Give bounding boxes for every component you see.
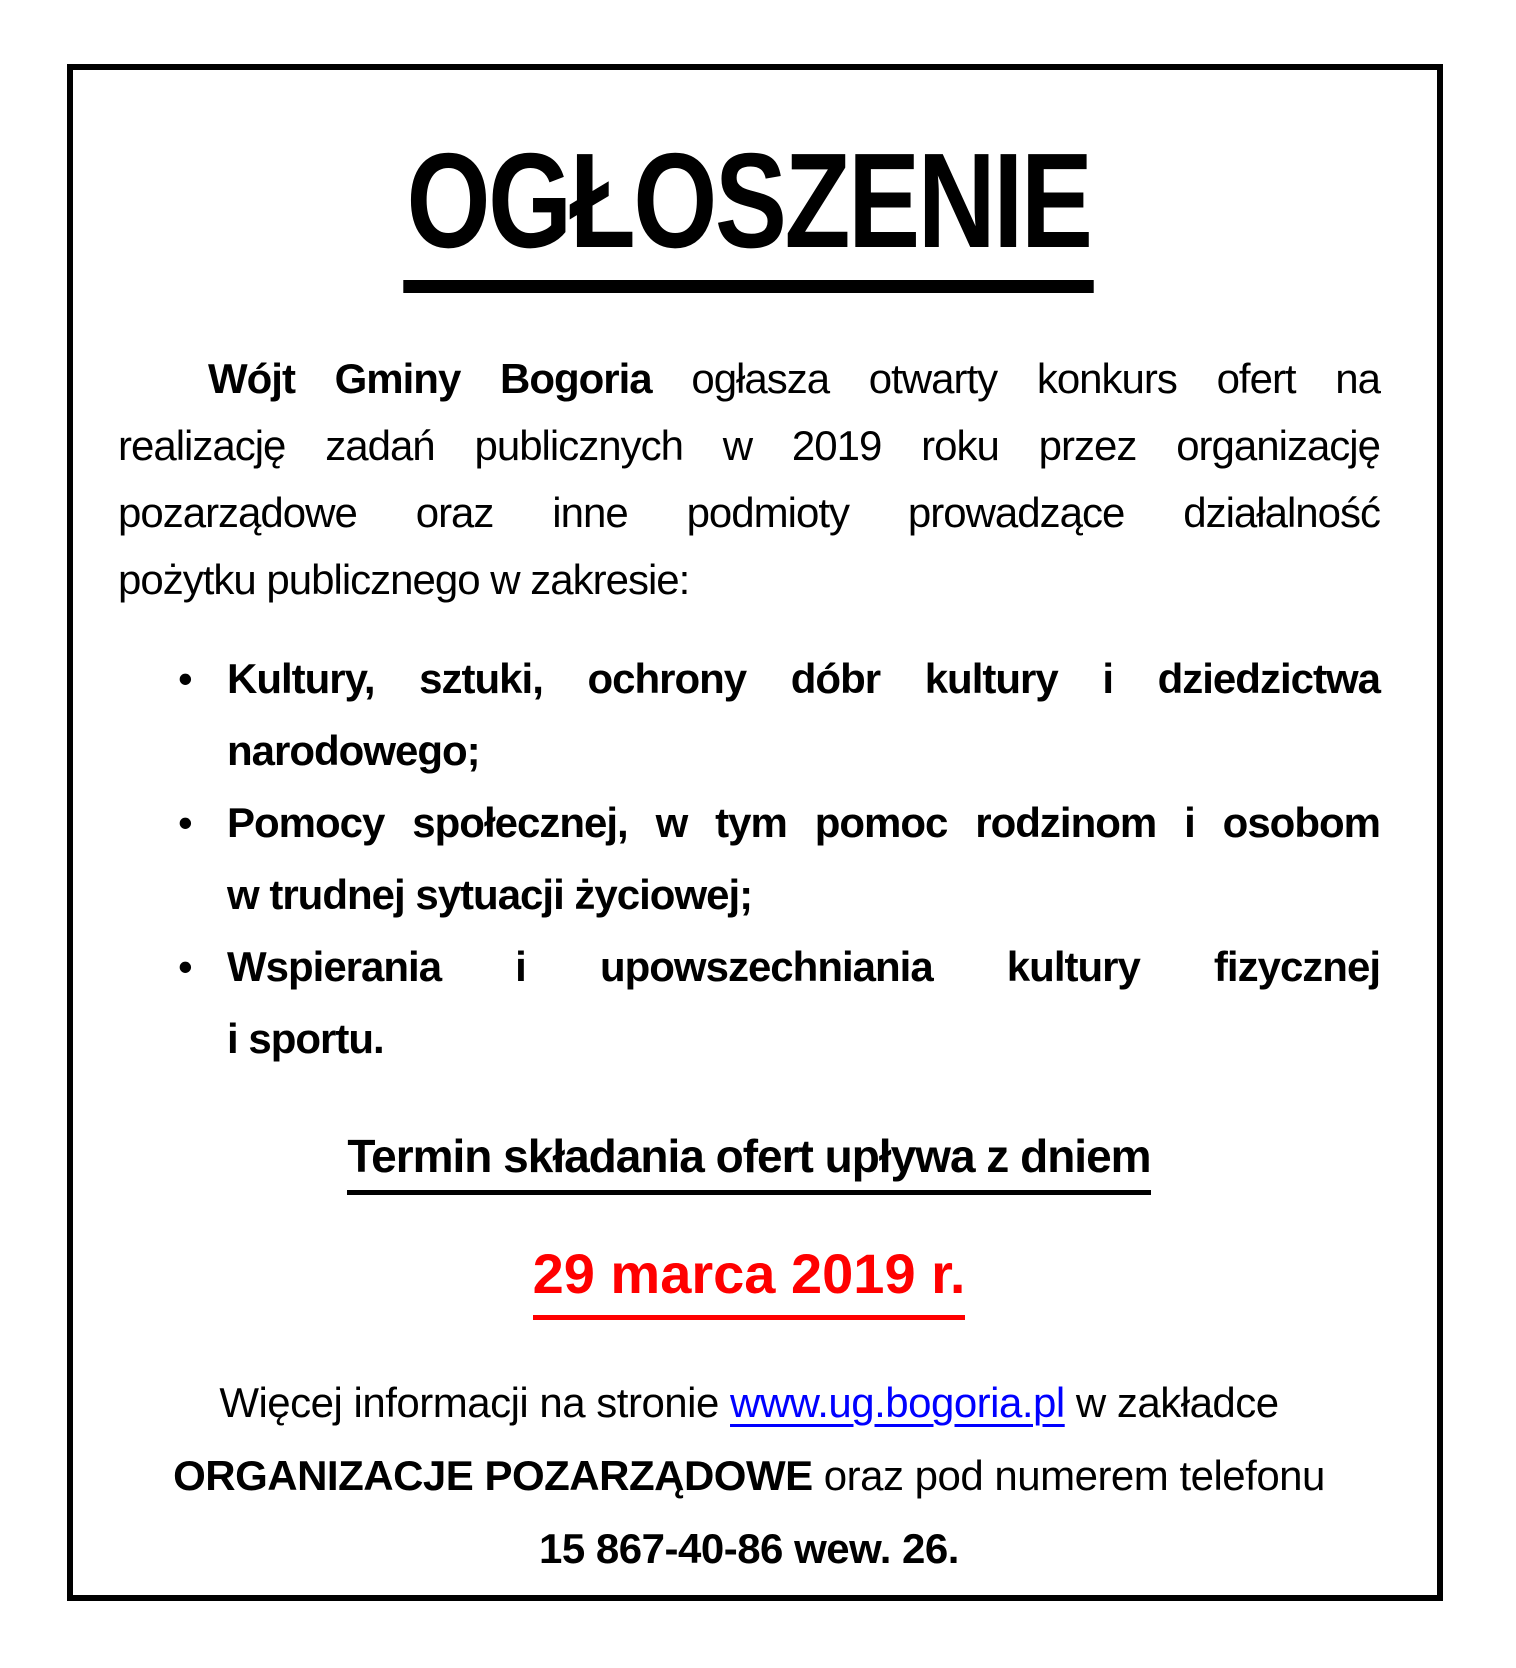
bullet-list xyxy=(118,643,1380,1075)
more-info-suffix: w zakładce xyxy=(1064,1378,1279,1426)
intro-paragraph xyxy=(118,345,1380,613)
list-item-line: w trudnej sytuacji życiowej; xyxy=(227,870,753,918)
org-tab-rest: oraz pod numerem telefonu xyxy=(812,1451,1325,1499)
deadline-heading: Termin składania ofert upływa z dniem xyxy=(347,1129,1150,1195)
title-row xyxy=(118,125,1380,293)
page-title: OGŁOSZENIE xyxy=(404,132,1094,293)
list-item xyxy=(118,787,1380,931)
issuer-name: Wójt Gminy Bogoria xyxy=(208,354,652,402)
list-item-line: i sportu. xyxy=(227,1014,384,1062)
org-tab-name: ORGANIZACJE POZARZĄDOWE xyxy=(173,1451,813,1499)
list-item-line: Kultury, sztuki, ochrony dóbr kultury i dziedzictwa xyxy=(227,654,1380,702)
org-tab-line xyxy=(118,1439,1380,1512)
list-item-line: Pomocy społecznej, w tym pomoc rodzinom i osobom xyxy=(227,798,1380,846)
intro-line-text: ogłasza otwarty konkurs ofert na xyxy=(651,354,1380,402)
intro-line: pozarządowe oraz inne podmioty prowadzące działalność xyxy=(118,488,1380,536)
list-item xyxy=(118,643,1380,787)
intro-line xyxy=(118,345,1380,412)
intro-line: pożytku publicznego w zakresie: xyxy=(118,555,690,603)
list-item xyxy=(118,931,1380,1075)
deadline-date: 29 marca 2019 r. xyxy=(533,1241,966,1320)
bullet-icon: • xyxy=(178,798,192,846)
website-link[interactable]: www.ug.bogoria.pl xyxy=(730,1378,1065,1426)
more-info-prefix: Więcej informacji na stronie xyxy=(219,1378,731,1426)
more-info-line xyxy=(118,1366,1380,1439)
phone-line: 15 867-40-86 wew. 26. xyxy=(539,1524,959,1572)
deadline-row xyxy=(118,1129,1380,1195)
intro-line: realizację zadań publicznych w 2019 roku przez organizację xyxy=(118,421,1380,469)
deadline-date-row xyxy=(118,1241,1380,1320)
footer-info xyxy=(118,1366,1380,1585)
list-item-line: narodowego; xyxy=(227,726,480,774)
bullet-icon: • xyxy=(178,654,192,702)
list-item-line: Wspierania i upowszechniania kultury fizycznej xyxy=(227,942,1380,990)
bullet-icon: • xyxy=(178,942,192,990)
announcement-border-frame xyxy=(67,64,1443,1601)
